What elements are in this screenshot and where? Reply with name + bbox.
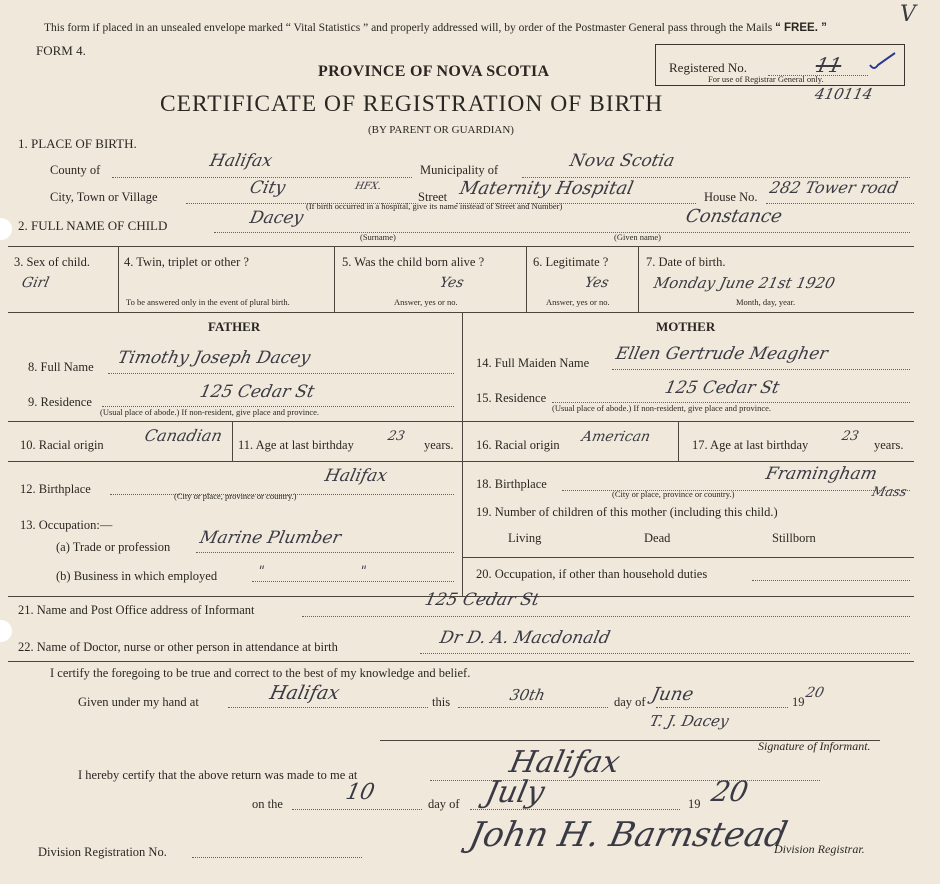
date-of-birth-label: 7. Date of birth. <box>646 255 726 269</box>
mother-birthplace-value: Framingham <box>763 464 879 484</box>
mother-residence-label: 15. Residence <box>476 391 547 405</box>
informant-value: 125 Cedar St <box>422 590 542 610</box>
registered-no-note: For use of Registrar General only. <box>708 74 824 84</box>
registrar-year-prefix: 19 <box>688 797 701 811</box>
legitimate-label: 6. Legitimate ? <box>533 255 609 269</box>
father-residence-note: (Usual place of abode.) If non-resident, give place and province. <box>100 407 320 417</box>
registrar-month-value: July <box>482 775 548 810</box>
twin-label: 4. Twin, triplet or other ? <box>124 255 249 269</box>
mother-name-value: Ellen Gertrude Meagher <box>613 344 830 364</box>
sex-value: Girl <box>20 275 51 291</box>
day-of-label: day of <box>614 695 646 709</box>
house-no-value: 282 Tower road <box>768 178 900 197</box>
punch-hole <box>0 620 12 642</box>
legitimate-value: Yes <box>583 275 611 291</box>
county-value: Halifax <box>207 151 275 171</box>
mother-residence-value: 125 Cedar St <box>662 378 782 398</box>
father-heading: FATHER <box>208 319 261 334</box>
mother-name-label: 14. Full Maiden Name <box>476 356 590 370</box>
father-business-label: (b) Business in which employed <box>56 569 218 583</box>
born-alive-label: 5. Was the child born alive ? <box>342 255 485 269</box>
certify-month-value: June <box>649 684 696 705</box>
check-tick-icon <box>868 51 898 71</box>
county-label: County of <box>50 163 101 177</box>
father-occupation-label: 13. Occupation:— <box>20 518 113 532</box>
mother-racial-label: 16. Racial origin <box>476 438 560 452</box>
division-registrar-caption: Division Registrar. <box>774 842 865 856</box>
street-value: Maternity Hospital <box>457 178 636 199</box>
city-label: City, Town or Village <box>50 190 158 204</box>
registrar-signature: John H. Barnstead <box>465 815 791 855</box>
date-of-birth-note: Month, day, year. <box>736 297 796 307</box>
corner-check-mark: V <box>900 2 916 27</box>
father-name-label: 8. Full Name <box>28 360 94 374</box>
certify-year-prefix: 19 <box>792 695 805 709</box>
doctor-label: 22. Name of Doctor, nurse or other person in attendance at birth <box>18 640 338 654</box>
informant-label: 21. Name and Post Office address of Informant <box>18 603 255 617</box>
certify-day-value: 30th <box>508 686 547 704</box>
division-registration-label: Division Registration No. <box>38 845 167 859</box>
father-residence-label: 9. Residence <box>28 395 92 409</box>
child-name-label: 2. FULL NAME OF CHILD <box>18 218 168 233</box>
given-under-label: Given under my hand at <box>78 695 199 709</box>
father-business-value: " <box>256 564 266 579</box>
legitimate-note: Answer, yes or no. <box>546 297 610 307</box>
on-the-label: on the <box>252 797 283 811</box>
father-birthplace-value: Halifax <box>322 466 390 486</box>
sex-label: 3. Sex of child. <box>14 255 91 269</box>
father-business-value: " <box>358 564 368 579</box>
children-stillborn-label: Stillborn <box>772 531 816 545</box>
city-note: HFX. <box>353 181 383 192</box>
certificate-subtitle: (BY PARENT OR GUARDIAN) <box>368 124 514 136</box>
father-age-label: 11. Age at last birthday <box>238 438 354 452</box>
city-value: City <box>247 178 288 198</box>
registrar-day-of-label: day of <box>428 797 460 811</box>
place-of-birth-label: 1. PLACE OF BIRTH. <box>18 136 137 151</box>
street-label: Street <box>418 190 448 204</box>
date-of-birth-value: Monday June 21st 1920 <box>652 274 837 292</box>
given-name-note: (Given name) <box>614 232 661 242</box>
this-label: this <box>432 695 451 709</box>
registered-no-value: 11 <box>813 53 845 77</box>
doctor-value: Dr D. A. Macdonald <box>437 628 612 648</box>
born-alive-note: Answer, yes or no. <box>394 297 458 307</box>
given-place-value: Halifax <box>267 682 342 704</box>
informant-signature: T. J. Dacey <box>648 712 731 730</box>
certify-year-value: 20 <box>804 685 826 701</box>
registrar-statement: I hereby certify that the above return was made to me at <box>78 768 358 782</box>
child-surname: Dacey <box>247 208 306 228</box>
father-years-label: years. <box>424 438 454 452</box>
mother-age-value: 23 <box>840 429 861 444</box>
registrar-day-value: 10 <box>343 780 377 805</box>
municipality-value: Nova Scotia <box>567 151 677 171</box>
mother-birthplace-note: (City or place, province or country.) <box>612 489 735 499</box>
mother-heading: MOTHER <box>656 319 716 334</box>
father-birthplace-label: 12. Birthplace <box>20 482 91 496</box>
surname-note: (Surname) <box>360 232 396 242</box>
twin-note: To be answered only in the event of plural birth. <box>126 297 290 307</box>
father-age-value: 23 <box>386 429 407 444</box>
registrar-year-value: 20 <box>708 775 752 808</box>
father-trade-label: (a) Trade or profession <box>56 540 171 554</box>
punch-hole <box>0 218 12 240</box>
mail-notice: This form if placed in an unsealed envelope marked “ Vital Statistics ” and properly addressed will, by order of the Postmaster General pass through the Mails “ FREE. ” <box>44 22 827 34</box>
born-alive-value: Yes <box>438 275 466 291</box>
mother-racial-value: American <box>580 429 652 445</box>
mother-birthplace-label: 18. Birthplace <box>476 477 547 491</box>
registrar-place-value: Halifax <box>506 745 623 780</box>
children-living-label: Living <box>508 531 542 545</box>
registered-no-box <box>655 44 905 86</box>
mother-residence-note: (Usual place of abode.) If non-resident, give place and province. <box>552 403 772 413</box>
margin-number: 410114 <box>813 85 875 103</box>
father-trade-value: Marine Plumber <box>197 528 343 548</box>
father-birthplace-note: (City or place, province or country.) <box>174 491 297 501</box>
form-number: FORM 4. <box>36 43 86 58</box>
mother-birthplace-extra: Mass <box>870 485 909 500</box>
father-racial-label: 10. Racial origin <box>20 438 104 452</box>
children-count-label: 19. Number of children of this mother (including this child.) <box>476 505 778 519</box>
mother-age-label: 17. Age at last birthday <box>692 438 809 452</box>
province-heading: PROVINCE OF NOVA SCOTIA <box>318 63 550 80</box>
mother-occupation-label: 20. Occupation, if other than household duties <box>476 567 708 581</box>
children-dead-label: Dead <box>644 531 671 545</box>
child-given-name: Constance <box>683 206 785 227</box>
municipality-label: Municipality of <box>420 163 499 177</box>
certify-statement: I certify the foregoing to be true and correct to the best of my knowledge and belief. <box>50 666 471 680</box>
house-no-label: House No. <box>704 190 758 204</box>
certificate-title: CERTIFICATE OF REGISTRATION OF BIRTH <box>160 91 664 117</box>
registered-no-label: Registered No. <box>669 60 747 75</box>
mother-years-label: years. <box>874 438 904 452</box>
father-name-value: Timothy Joseph Dacey <box>115 348 313 368</box>
hospital-note: (If birth occurred in a hospital, give its name instead of Street and Number) <box>306 201 563 211</box>
signature-caption: Signature of Informant. <box>758 739 871 753</box>
father-racial-value: Canadian <box>143 426 224 445</box>
father-residence-value: 125 Cedar St <box>197 382 317 402</box>
